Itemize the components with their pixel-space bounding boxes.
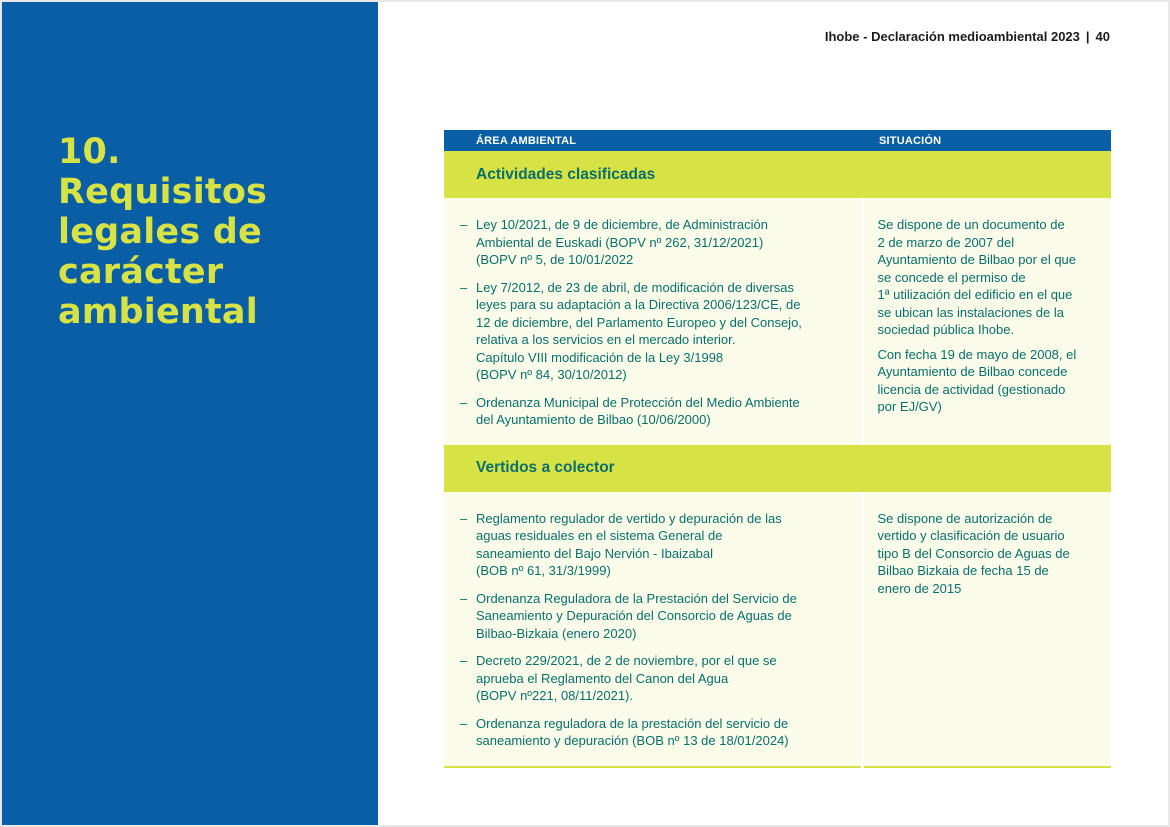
list-bullet: – — [460, 653, 468, 668]
situation-text-line: 1ª utilización del edificio en el que — [877, 287, 1073, 302]
regulation-text-line: leyes para su adaptación a la Directiva 2006/123/CE, de — [476, 297, 801, 312]
situation-text-line: se concede el permiso de — [877, 269, 1026, 285]
regulation-text-line: Ordenanza reguladora de la prestación del servicio de — [476, 715, 789, 731]
situation-text-line: tipo B del Consorcio de Aguas de — [877, 545, 1070, 561]
regulation-item — [458, 590, 845, 643]
chapter-title-line: legales de — [58, 212, 262, 252]
header-separator: | — [1085, 29, 1090, 44]
situation-text-line: Se dispone de un documento de — [877, 217, 1065, 232]
situation-text-line: Ayuntamiento de Bilbao por el que — [877, 252, 1077, 267]
section-body-row — [444, 492, 1111, 767]
situation-text-line: se ubican las instalaciones de la — [877, 304, 1064, 320]
regulation-text-line: Bilbao-Bizkaia (enero 2020) — [476, 625, 637, 641]
section-body-row — [444, 198, 1111, 445]
regulation-text-line: Ordenanza Reguladora de la Prestación del Servicio de — [476, 590, 797, 606]
list-bullet: – — [460, 279, 468, 295]
regulation-item — [458, 715, 845, 750]
regulation-text-line: Ambiental de Euskadi (BOPV nº 262, 31/12/2021) — [476, 234, 764, 250]
area-cell — [444, 492, 862, 767]
regulation-text-line: 12 de diciembre, del Parlamento Europeo y del Consejo, — [476, 314, 802, 330]
situation-paragraph — [878, 510, 1102, 598]
regulation-item — [458, 510, 845, 580]
situation-text-line: vertido y clasificación de usuario — [877, 528, 1065, 543]
column-header-situation: SITUACIÓN — [862, 130, 1111, 151]
chapter-title — [58, 132, 267, 332]
regulation-text-line: (BOB nº 61, 31/3/1999) — [476, 563, 611, 578]
regulation-text-line: (BOPV nº 5, de 10/01/2022 — [476, 252, 634, 267]
situation-text-line: enero de 2015 — [877, 580, 962, 596]
chapter-title-line: ambiental — [58, 292, 258, 332]
list-bullet: – — [460, 715, 468, 731]
situation-text-line: Ayuntamiento de Bilbao concede — [877, 364, 1068, 379]
regulation-text-line: Saneamiento y Depuración del Consorcio de Aguas de — [476, 608, 792, 623]
running-header — [825, 29, 1110, 44]
regulation-text-line: del Ayuntamiento de Bilbao (10/06/2000) — [476, 412, 711, 427]
regulation-text-line: aprueba el Reglamento del Canon del Agua — [476, 670, 729, 686]
page — [2, 2, 1168, 825]
regulation-text-line: saneamiento del Bajo Nervión - Ibaizabal — [476, 545, 714, 561]
regulation-item — [458, 279, 845, 384]
regulation-text-line: (BOPV nº221, 08/11/2021). — [476, 688, 633, 703]
regulation-item — [458, 216, 845, 269]
situation-paragraph — [878, 216, 1102, 339]
regulation-text-line: relativa a los servicios en el mercado interior. — [476, 332, 736, 347]
legal-requirements-table — [444, 130, 1111, 768]
list-bullet: – — [460, 590, 468, 606]
regulation-item — [458, 652, 845, 705]
regulation-text-line: aguas residuales en el sistema General de — [476, 528, 723, 543]
section-row — [444, 445, 1111, 492]
situation-text-line: por EJ/GV) — [877, 399, 942, 414]
chapter-title-line: Requisitos — [58, 172, 268, 212]
regulation-text-line: Ley 10/2021, de 9 de diciembre, de Administración — [476, 217, 768, 232]
chapter-title-line: 10. — [58, 132, 121, 172]
regulation-text-line: Ley 7/2012, de 23 de abril, de modificación de diversas — [476, 279, 794, 295]
table-header-row — [444, 130, 1111, 151]
situation-text-line: licencia de actividad (gestionado — [877, 381, 1066, 397]
situation-text-line: Con fecha 19 de mayo de 2008, el — [877, 346, 1077, 362]
situation-text-line: 2 de marzo de 2007 del — [877, 234, 1015, 250]
list-bullet: – — [460, 510, 468, 526]
regulation-text-line: Capítulo VIII modificación de la Ley 3/1998 — [476, 349, 724, 365]
regulation-item — [458, 394, 845, 429]
area-cell — [444, 198, 862, 445]
publication-title: Ihobe - Declaración medioambiental 2023 — [824, 29, 1080, 44]
regulation-text-line: Decreto 229/2021, de 2 de noviembre, por el que se — [476, 653, 777, 668]
regulation-list — [458, 510, 845, 750]
table-body — [444, 151, 1111, 767]
chapter-sidebar — [2, 2, 378, 825]
regulation-text-line: saneamiento y depuración (BOB nº 13 de 18/01/2024) — [476, 733, 789, 748]
page-number: 40 — [1095, 29, 1110, 44]
column-header-area: ÁREA AMBIENTAL — [444, 130, 862, 151]
situation-cell — [862, 198, 1111, 445]
situation-text-line: Bilbao Bizkaia de fecha 15 de — [877, 563, 1049, 578]
list-bullet: – — [460, 217, 468, 232]
situation-text-line: Se dispone de autorización de — [877, 510, 1053, 526]
regulation-text-line: Reglamento regulador de vertido y depuración de las — [476, 510, 782, 526]
regulation-list — [458, 216, 845, 429]
section-title: Actividades clasificadas — [444, 151, 1111, 198]
section-title: Vertidos a colector — [444, 445, 1111, 492]
situation-paragraph — [878, 346, 1102, 416]
situation-text-line: sociedad pública Ihobe. — [877, 322, 1015, 337]
section-row — [444, 151, 1111, 198]
chapter-title-line: carácter — [58, 252, 224, 292]
regulation-text-line: (BOPV nº 84, 30/10/2012) — [476, 367, 627, 382]
situation-cell — [862, 492, 1111, 767]
list-bullet: – — [460, 394, 468, 410]
regulation-text-line: Ordenanza Municipal de Protección del Medio Ambiente — [476, 394, 800, 410]
